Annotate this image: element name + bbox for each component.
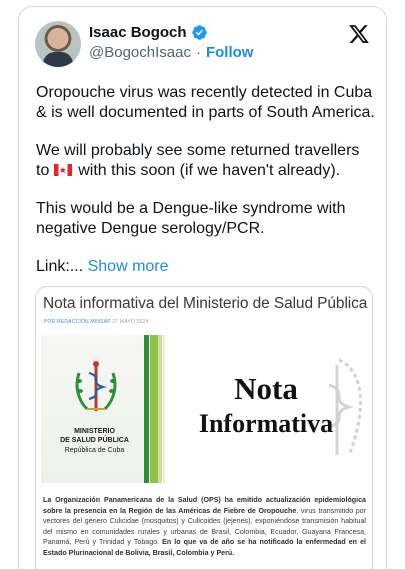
- article-body-regular-1: , virus transmitido por vectores del género Culicidae (mosquitos) y Culicoides (jejenes), exponiéndose transmisión habitual del mismo en comunidades rurales y urbanas de Brasil, Colombia, Ecuador, Guayana Francesa, Panamá, Perú y Trinidad y Tobago.: [43, 506, 366, 547]
- author-name[interactable]: Isaac Bogoch: [89, 23, 187, 41]
- article-meta: [44, 319, 149, 325]
- paragraph-2-prefix: We will probably see some returned travellers to: [36, 142, 360, 179]
- paragraph-2-suffix: with this soon (if we haven't already).: [78, 162, 341, 179]
- author-name-row: [89, 22, 208, 42]
- author-avatar[interactable]: [35, 21, 81, 67]
- ministry-label-line-2: DE SALUD PÚBLICA: [60, 437, 129, 444]
- ministry-emblem-icon: [73, 359, 119, 417]
- tweet-text-paragraph-3: This would be a Dengue-like syndrome with negative Dengue serology/PCR.: [36, 200, 346, 237]
- article-date: 27 MAYO 2024: [112, 319, 149, 325]
- article-title: Nota informativa del Ministerio de Salud Pública: [43, 295, 368, 312]
- tweet-text-paragraph-1: Oropouche virus was recently detected in Cuba & is well documented in parts of South America.: [36, 84, 375, 121]
- avatar-shirt: [43, 52, 73, 67]
- follow-button[interactable]: Follow: [205, 44, 254, 61]
- canada-flag-icon: [54, 164, 72, 176]
- author-handle[interactable]: @BogochIsaac: [89, 44, 191, 61]
- green-stripe: [158, 335, 162, 483]
- tweet-text-link-line: [36, 257, 376, 277]
- article-body-text: [43, 495, 366, 559]
- green-stripe: [144, 335, 149, 483]
- tweet-text-paragraph-2: [36, 141, 376, 181]
- author-handle-row: [89, 44, 253, 61]
- ministry-label-line-3: República de Cuba: [64, 447, 125, 454]
- green-stripe: [150, 335, 158, 483]
- link-prefix: Link:...: [36, 258, 84, 275]
- nota-heading-word-1: Nota: [234, 371, 298, 406]
- separator-dot: ·: [195, 44, 201, 61]
- embedded-article-image[interactable]: [35, 286, 373, 569]
- verified-badge-icon: [191, 24, 208, 41]
- article-body-bold-1: La Organización Panamericana de la Salud (OPS) ha emitido actualización epidemiológica sobre la presencia en la Región de las Américas de Fiebre de Oropouche: [43, 496, 366, 515]
- ministry-label-line-1: MINISTERIO: [74, 428, 115, 435]
- article-banner: [41, 335, 367, 483]
- x-logo-icon[interactable]: [348, 23, 370, 45]
- tweet-card: [18, 6, 387, 569]
- article-body-bold-2: En lo que va de año se ha notificado la enfermedad en el Estado Plurinacional de Bolivia, Brasil, Colombia y Perú.: [43, 538, 366, 557]
- green-stripe: [163, 335, 165, 483]
- show-more-link[interactable]: Show more: [87, 258, 169, 275]
- nota-heading-word-2: Informativa: [198, 409, 334, 438]
- article-source: POR REDACCIÓN MINSAP: [44, 319, 111, 325]
